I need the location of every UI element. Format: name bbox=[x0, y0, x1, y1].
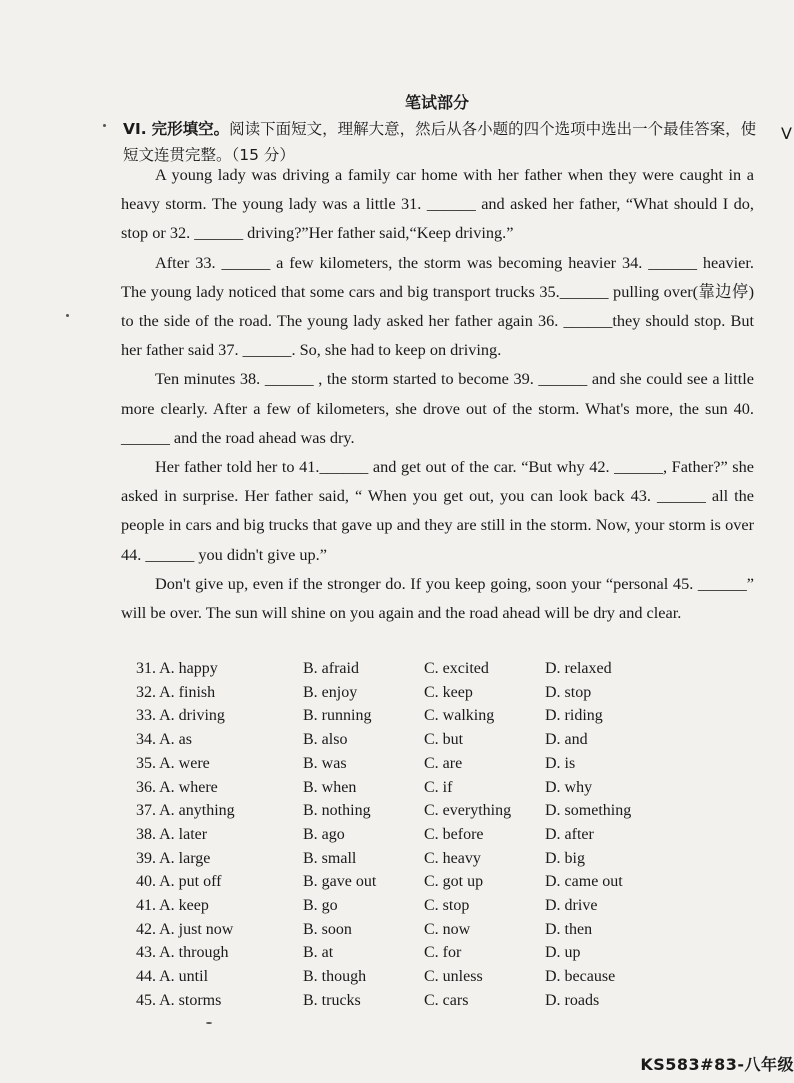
option-b: B. afraid bbox=[303, 660, 359, 677]
option-a: 34. A. as bbox=[136, 731, 192, 749]
option-b: B. when bbox=[303, 778, 357, 796]
option-a: 37. A. anything bbox=[136, 802, 235, 820]
option-d: D. something bbox=[545, 802, 632, 820]
option-a: 35. A. were bbox=[136, 754, 210, 772]
option-b: B. though bbox=[303, 968, 367, 986]
option-row bbox=[136, 704, 655, 728]
passage-paragraph-3: Ten minutes 38. ______ , the storm started to become 39. ______ and she could see a little more clearly. After a few of kilometers, she drove out of the storm. What's more, the sun 40. ______ and the road ahead was dry. bbox=[121, 369, 754, 447]
scan-speck bbox=[66, 314, 69, 317]
section-number: VI. bbox=[123, 120, 147, 138]
option-c: C. before bbox=[424, 825, 484, 843]
option-c: C. for bbox=[424, 944, 462, 962]
option-b: B. go bbox=[303, 897, 338, 915]
option-d: D. after bbox=[545, 825, 594, 843]
option-a: 33. A. driving bbox=[136, 707, 225, 725]
option-row bbox=[136, 941, 655, 965]
option-row bbox=[136, 965, 655, 989]
option-a: 39. A. large bbox=[136, 849, 211, 867]
option-d: D. big bbox=[545, 849, 585, 867]
option-c: C. heavy bbox=[424, 849, 481, 867]
option-c: C. got up bbox=[424, 873, 484, 891]
passage-paragraph-4: Her father told her to 41.______ and get out of the car. “But why 42. ______, Father?” she asked in surprise. Her father said, “ When you get out, you can look back 43. ______ all the people in cars and big trucks that gave up and they are still in the storm. Now, your storm is over 44. ______ you didn't give up.” bbox=[121, 457, 754, 564]
option-row bbox=[136, 847, 655, 871]
option-c: C. unless bbox=[424, 968, 483, 986]
option-c: C. if bbox=[424, 778, 453, 796]
option-d: D. why bbox=[545, 778, 593, 796]
section-instruction: 阅读下面短文，理解大意，然后从各小题的四个选项中选出一个最佳答案，使短文连贯完整。（15 分） bbox=[123, 120, 757, 164]
option-a: 38. A. later bbox=[136, 825, 208, 843]
option-c: C. walking bbox=[424, 707, 495, 725]
passage-paragraph-2: After 33. ______ a few kilometers, the storm was becoming heavier 34. ______ heavier. The young lady noticed that some cars and big transport trucks 35.______ pulling over(靠边停) to the side of the road. The young lady asked her father again 36. ______they should stop. But her father said 37. ______. So, she had to keep on driving. bbox=[121, 252, 754, 360]
page-heading: 笔试部分 bbox=[404, 93, 469, 112]
option-d: D. came out bbox=[545, 873, 623, 891]
option-row bbox=[136, 918, 655, 942]
option-row bbox=[136, 728, 655, 752]
option-row bbox=[136, 681, 655, 705]
option-a: 36. A. where bbox=[136, 778, 218, 796]
option-b: B. was bbox=[303, 754, 347, 772]
section-name: 完形填空。 bbox=[151, 120, 230, 138]
option-a: 31. A. happy bbox=[136, 660, 218, 677]
option-d: D. is bbox=[545, 754, 576, 772]
option-d: D. riding bbox=[545, 707, 603, 725]
option-b: B. at bbox=[303, 944, 334, 962]
option-row bbox=[136, 657, 655, 681]
option-a: 40. A. put off bbox=[136, 873, 222, 891]
option-c: C. stop bbox=[424, 897, 470, 915]
cloze-passage bbox=[121, 160, 754, 627]
option-c: C. are bbox=[424, 754, 463, 772]
passage-paragraph-1: A young lady was driving a family car home with her father when they were caught in a heavy storm. The young lady was a little 31. ______ and asked her father, “What should I do, stop or 32. ______ driving?”Her father said,“Keep driving.” bbox=[121, 165, 754, 243]
option-b: B. enjoy bbox=[303, 683, 358, 701]
scan-speck bbox=[103, 124, 106, 127]
option-c: C. excited bbox=[424, 660, 489, 677]
option-row bbox=[136, 752, 655, 776]
option-a: 44. A. until bbox=[136, 968, 209, 986]
page-footer-code: KS583#83-八年级 bbox=[640, 1055, 794, 1074]
option-row bbox=[136, 776, 655, 800]
option-c: C. everything bbox=[424, 802, 512, 820]
option-d: D. because bbox=[545, 968, 616, 986]
option-d: D. then bbox=[545, 920, 593, 938]
edge-mark: V bbox=[781, 124, 792, 143]
option-c: C. but bbox=[424, 731, 464, 749]
option-b: B. nothing bbox=[303, 802, 371, 820]
option-d: D. stop bbox=[545, 683, 592, 701]
passage-paragraph-5: Don't give up, even if the stronger do. If you keep going, soon your “personal 45. ______” will be over. The sun will shine on you again and the road ahead will be dry and clear. bbox=[121, 573, 754, 623]
option-d: D. relaxed bbox=[545, 660, 612, 677]
option-c: C. cars bbox=[424, 991, 469, 1009]
option-d: D. up bbox=[545, 944, 581, 962]
option-c: C. now bbox=[424, 920, 471, 938]
option-b: B. trucks bbox=[303, 991, 361, 1009]
option-row bbox=[136, 823, 655, 847]
option-b: B. soon bbox=[303, 920, 352, 938]
answer-options-list bbox=[136, 657, 655, 1013]
option-b: B. small bbox=[303, 849, 357, 867]
option-row bbox=[136, 799, 655, 823]
option-d: D. drive bbox=[545, 897, 598, 915]
option-b: B. gave out bbox=[303, 873, 377, 891]
option-d: D. roads bbox=[545, 991, 600, 1009]
option-a: 45. A. storms bbox=[136, 991, 222, 1009]
option-row bbox=[136, 894, 655, 918]
option-a: 43. A. through bbox=[136, 944, 229, 962]
option-b: B. running bbox=[303, 707, 372, 725]
option-row bbox=[136, 870, 655, 894]
option-b: B. also bbox=[303, 731, 348, 749]
option-row bbox=[136, 989, 655, 1013]
option-c: C. keep bbox=[424, 683, 473, 701]
option-a: 42. A. just now bbox=[136, 920, 234, 938]
option-b: B. ago bbox=[303, 825, 345, 843]
option-d: D. and bbox=[545, 731, 588, 749]
option-a: 32. A. finish bbox=[136, 683, 216, 701]
option-a: 41. A. keep bbox=[136, 897, 209, 915]
scan-speck bbox=[206, 1022, 212, 1024]
